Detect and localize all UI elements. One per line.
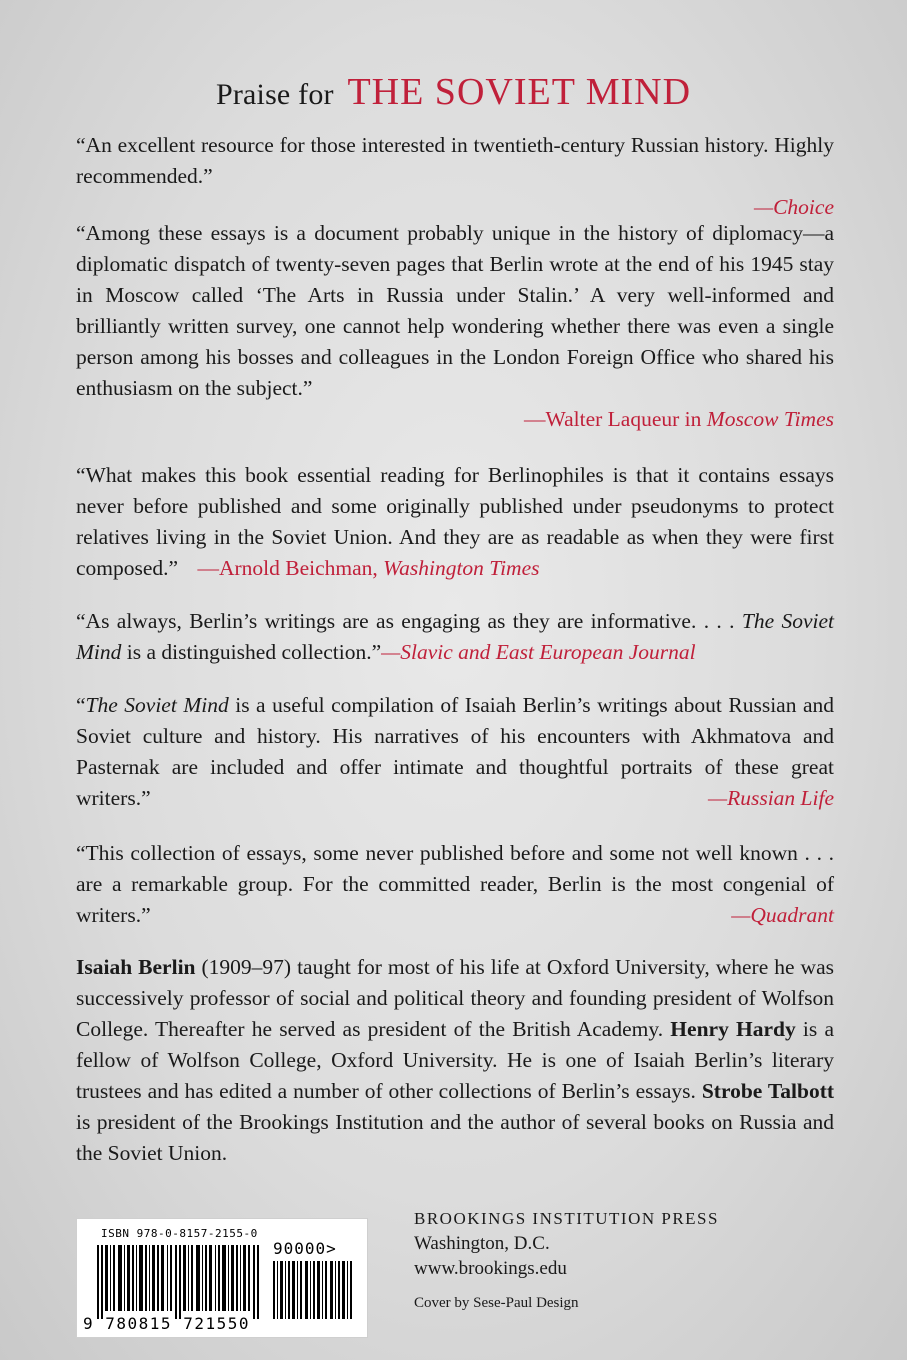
price-code: 90000>	[273, 1239, 337, 1258]
bio-text: is a fellow of Wolfson College, Oxford University. He is one of Isaiah Berlin’s literary trustees and has edited a number of other collections of Berlin’s essays.	[76, 1017, 834, 1103]
quote-text: “An excellent resource for those interested in twentieth-century Russian history. Highly recommended.”	[76, 133, 834, 188]
isbn-number: ISBN 978-0-8157-2155-0	[101, 1227, 258, 1240]
quote-beichman	[76, 460, 834, 584]
quote-text: “Among these essays is a document probably unique in the history of diplomacy—a diplomatic dispatch of twenty-seven pages that Berlin wrote at the end of his 1945 stay in Moscow called ‘The Arts in Russia under Stalin.’ A very well-informed and brilliantly written survey, one cannot help wondering whether there was even a single person among his bosses and colleagues in the London Foreign Office who shared his enthusiasm on the subject.”	[76, 221, 834, 400]
ean-barcode-graphic	[89, 1245, 269, 1319]
quote-source	[197, 556, 539, 580]
quote-source-person: —Arnold Beichman,	[197, 556, 384, 580]
quote-text: “This collection of essays, some never published before and some not well known . . . are a remarkable group. For the committed reader, Berlin is the most congenial of writers.”	[76, 841, 834, 927]
quote-slavic-journal	[76, 606, 834, 668]
ean-number: 9 780815 721550	[83, 1314, 250, 1333]
publisher-city: Washington, D.C.	[414, 1233, 550, 1254]
bio-name: Strobe Talbott	[701, 1079, 835, 1103]
quote-source-publication: Moscow Times	[706, 407, 834, 431]
bio-name: Isaiah Berlin	[76, 955, 196, 979]
bio-name: Henry Hardy	[670, 1017, 796, 1041]
cover-credit: Cover by Sese-Paul Design	[414, 1295, 579, 1311]
heading-prefix: Praise for	[215, 78, 334, 111]
quote-source-person: —Walter Laqueur in	[524, 407, 707, 431]
quote-book-title: The Soviet Mind	[76, 609, 834, 664]
bio-text: is president of the Brookings Institution and the author of several books on Russia and the Soviet Union.	[76, 1110, 834, 1165]
quote-source: —Choice	[753, 195, 834, 219]
quote-text: is a useful compilation of Isaiah Berlin’s writings about Russian and Soviet culture and history. His narratives of his encounters with Akhmatova and Pasternak are included and offer intimate and thoughtful portraits of these great writers.”	[76, 693, 835, 810]
author-bio	[76, 952, 834, 1169]
quote-quadrant	[76, 838, 834, 931]
quote-text: “As always, Berlin’s writings are as engaging as they are informative. . . .	[76, 609, 742, 633]
isbn-barcode	[76, 1218, 368, 1338]
publisher-url: www.brookings.edu	[414, 1258, 567, 1279]
bio-text: (1909–97) taught for most of his life at Oxford University, where he was successively professor of social and political theory and founding president of Wolfson College. Thereafter he served as president of the British Academy.	[76, 955, 834, 1041]
quote-text: “What makes this book essential reading for Berlinophiles is that it contains essays never before published and some originally published under pseudonyms to protect relatives living in the Soviet Union. And they are as readable as when they were first composed.”	[76, 463, 834, 580]
quote-book-title: The Soviet Mind	[85, 693, 229, 717]
quote-source: —Quadrant	[731, 903, 834, 927]
quote-russian-life	[76, 690, 834, 814]
quote-choice	[76, 130, 834, 223]
publisher-name: BROOKINGS INSTITUTION PRESS	[414, 1209, 719, 1228]
quote-source: —Slavic and East European Journal	[381, 640, 696, 664]
quote-laqueur	[76, 218, 834, 435]
quote-source: —Russian Life	[707, 786, 834, 810]
book-title: THE SOVIET MIND	[347, 71, 692, 113]
heading	[0, 70, 907, 114]
quote-source	[76, 404, 834, 435]
addon-barcode-graphic	[271, 1261, 357, 1319]
quote-text: “	[76, 693, 86, 717]
publisher-info	[414, 1206, 834, 1316]
quote-text: is a distinguished collection.”	[121, 640, 382, 664]
quote-source-publication: Washington Times	[383, 556, 540, 580]
